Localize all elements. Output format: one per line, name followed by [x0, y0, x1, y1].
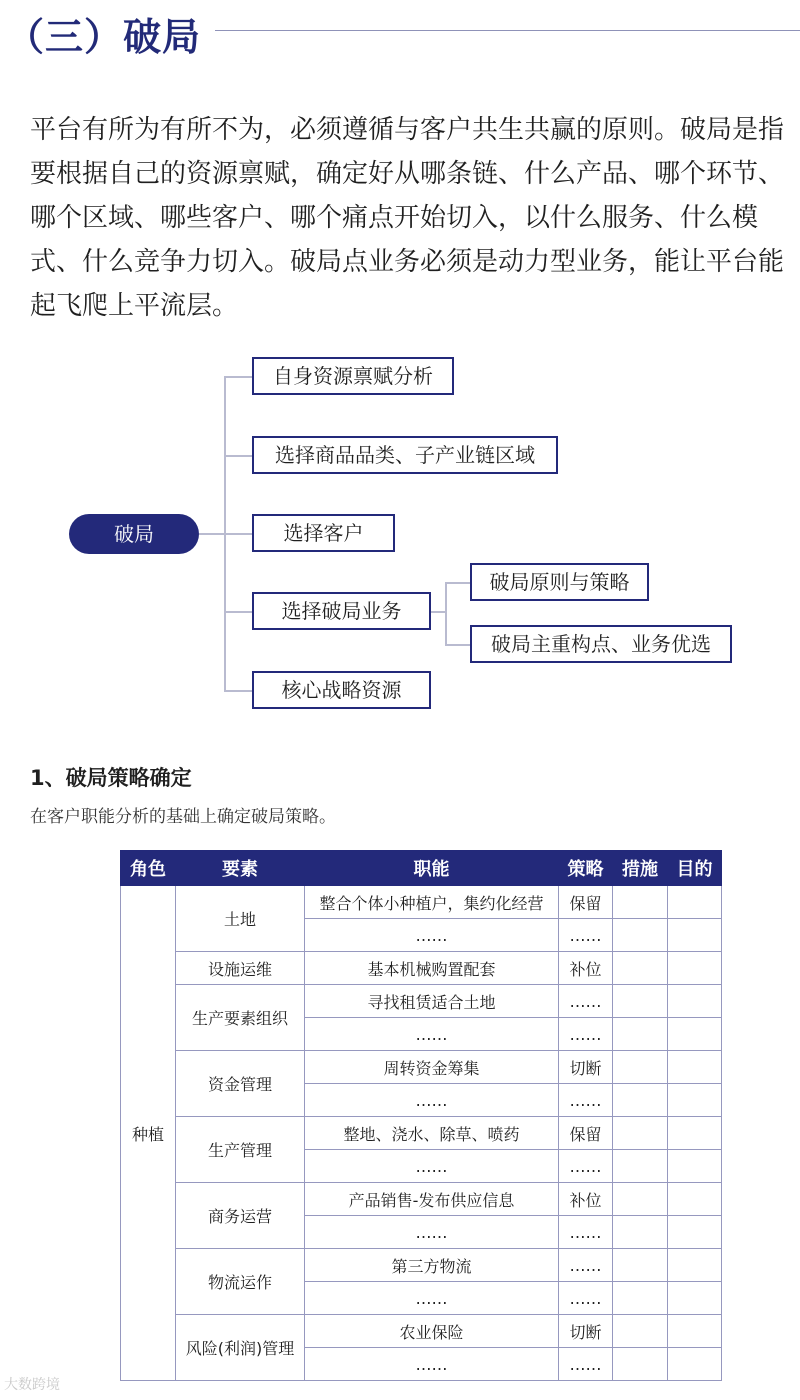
measure-cell	[613, 1348, 668, 1381]
strategy-cell: ……	[559, 1249, 613, 1282]
strategy-cell: ……	[559, 1282, 613, 1315]
function-cell: ……	[305, 919, 559, 952]
table-row	[121, 1183, 722, 1216]
strategy-cell: 切断	[559, 1315, 613, 1348]
purpose-cell	[668, 952, 722, 985]
purpose-cell	[668, 1084, 722, 1117]
strategy-cell: ……	[559, 1216, 613, 1249]
table-row	[121, 1051, 722, 1084]
table-row	[121, 886, 722, 919]
strategy-cell: ……	[559, 919, 613, 952]
connector	[445, 582, 447, 644]
table-row	[121, 952, 722, 985]
measure-cell	[613, 919, 668, 952]
purpose-cell	[668, 1018, 722, 1051]
purpose-cell	[668, 1348, 722, 1381]
purpose-cell	[668, 919, 722, 952]
mindmap-branch: 选择商品品类、子产业链区域	[252, 436, 558, 474]
strategy-cell: 切断	[559, 1051, 613, 1084]
connector	[445, 582, 470, 584]
connector	[431, 611, 445, 613]
column-header: 策略	[559, 851, 613, 886]
purpose-cell	[668, 1150, 722, 1183]
purpose-cell	[668, 1282, 722, 1315]
element-cell: 商务运营	[176, 1183, 305, 1249]
measure-cell	[613, 1084, 668, 1117]
function-cell: ……	[305, 1018, 559, 1051]
connector	[224, 690, 252, 692]
purpose-cell	[668, 1315, 722, 1348]
measure-cell	[613, 1150, 668, 1183]
strategy-cell: ……	[559, 1018, 613, 1051]
purpose-cell	[668, 1216, 722, 1249]
table-row	[121, 1249, 722, 1282]
section-heading	[0, 0, 800, 62]
column-header: 要素	[176, 851, 305, 886]
function-cell: 寻找租赁适合土地	[305, 985, 559, 1018]
connector	[445, 644, 470, 646]
function-cell: ……	[305, 1282, 559, 1315]
purpose-cell	[668, 1117, 722, 1150]
strategy-cell: ……	[559, 985, 613, 1018]
section-title: （三）破局	[6, 15, 202, 59]
function-cell: 周转资金筹集	[305, 1051, 559, 1084]
connector	[224, 611, 252, 613]
function-cell: ……	[305, 1216, 559, 1249]
function-cell: ……	[305, 1084, 559, 1117]
strategy-cell: ……	[559, 1084, 613, 1117]
strategy-cell: 补位	[559, 952, 613, 985]
connector	[224, 533, 252, 535]
function-cell: 产品销售-发布供应信息	[305, 1183, 559, 1216]
function-cell: ……	[305, 1348, 559, 1381]
connector	[199, 533, 224, 535]
function-cell: 第三方物流	[305, 1249, 559, 1282]
purpose-cell	[668, 1183, 722, 1216]
measure-cell	[613, 1216, 668, 1249]
table-header-row	[121, 851, 722, 886]
subsection-description: 在客户职能分析的基础上确定破局策略。	[30, 807, 336, 827]
measure-cell	[613, 1117, 668, 1150]
element-cell: 生产管理	[176, 1117, 305, 1183]
strategy-cell: 保留	[559, 886, 613, 919]
element-cell: 物流运作	[176, 1249, 305, 1315]
table-row	[121, 1315, 722, 1348]
strategy-cell: ……	[559, 1348, 613, 1381]
function-cell: 农业保险	[305, 1315, 559, 1348]
purpose-cell	[668, 1051, 722, 1084]
measure-cell	[613, 1051, 668, 1084]
measure-cell	[613, 1018, 668, 1051]
mindmap-branch: 选择客户	[252, 514, 395, 552]
measure-cell	[613, 1249, 668, 1282]
element-cell: 生产要素组织	[176, 985, 305, 1051]
mindmap-sub-branch: 破局原则与策略	[470, 563, 649, 601]
measure-cell	[613, 1183, 668, 1216]
column-header: 目的	[668, 851, 722, 886]
intro-paragraph: 平台有所为有所不为，必须遵循与客户共生共赢的原则。破局是指要根据自己的资源禀赋，确定好从哪条链、什么产品、哪个环节、哪个区域、哪些客户、哪个痛点开始切入，以什么服务、什么模式、什么竞争力切入。破局点业务必须是动力型业务，能让平台能起飞爬上平流层。	[30, 115, 785, 321]
strategy-cell: 补位	[559, 1183, 613, 1216]
connector	[224, 376, 252, 378]
purpose-cell	[668, 1249, 722, 1282]
function-cell: 整合个体小种植户，集约化经营	[305, 886, 559, 919]
strategy-cell: ……	[559, 1150, 613, 1183]
connector	[224, 455, 252, 457]
measure-cell	[613, 985, 668, 1018]
function-cell: ……	[305, 1150, 559, 1183]
watermark: 大数跨境	[4, 1377, 60, 1393]
role-cell: 种植	[121, 886, 176, 1381]
function-cell: 整地、浇水、除草、喷药	[305, 1117, 559, 1150]
column-header: 职能	[305, 851, 559, 886]
heading-rule	[215, 30, 800, 31]
mindmap-branch: 自身资源禀赋分析	[252, 357, 454, 395]
purpose-cell	[668, 886, 722, 919]
element-cell: 风险(利润)管理	[176, 1315, 305, 1381]
strategy-cell: 保留	[559, 1117, 613, 1150]
strategy-table	[120, 850, 722, 1381]
mindmap-root: 破局	[69, 514, 199, 554]
measure-cell	[613, 952, 668, 985]
function-cell: 基本机械购置配套	[305, 952, 559, 985]
table-row	[121, 1117, 722, 1150]
element-cell: 土地	[176, 886, 305, 952]
column-header: 措施	[613, 851, 668, 886]
element-cell: 资金管理	[176, 1051, 305, 1117]
measure-cell	[613, 886, 668, 919]
mindmap-sub-branch: 破局主重构点、业务优选	[470, 625, 732, 663]
mind-map	[0, 340, 800, 720]
subsection-title: 1、破局策略确定	[30, 766, 192, 790]
mindmap-branch: 选择破局业务	[252, 592, 431, 630]
measure-cell	[613, 1315, 668, 1348]
mindmap-branch: 核心战略资源	[252, 671, 431, 709]
purpose-cell	[668, 985, 722, 1018]
table-row	[121, 985, 722, 1018]
column-header: 角色	[121, 851, 176, 886]
measure-cell	[613, 1282, 668, 1315]
element-cell: 设施运维	[176, 952, 305, 985]
